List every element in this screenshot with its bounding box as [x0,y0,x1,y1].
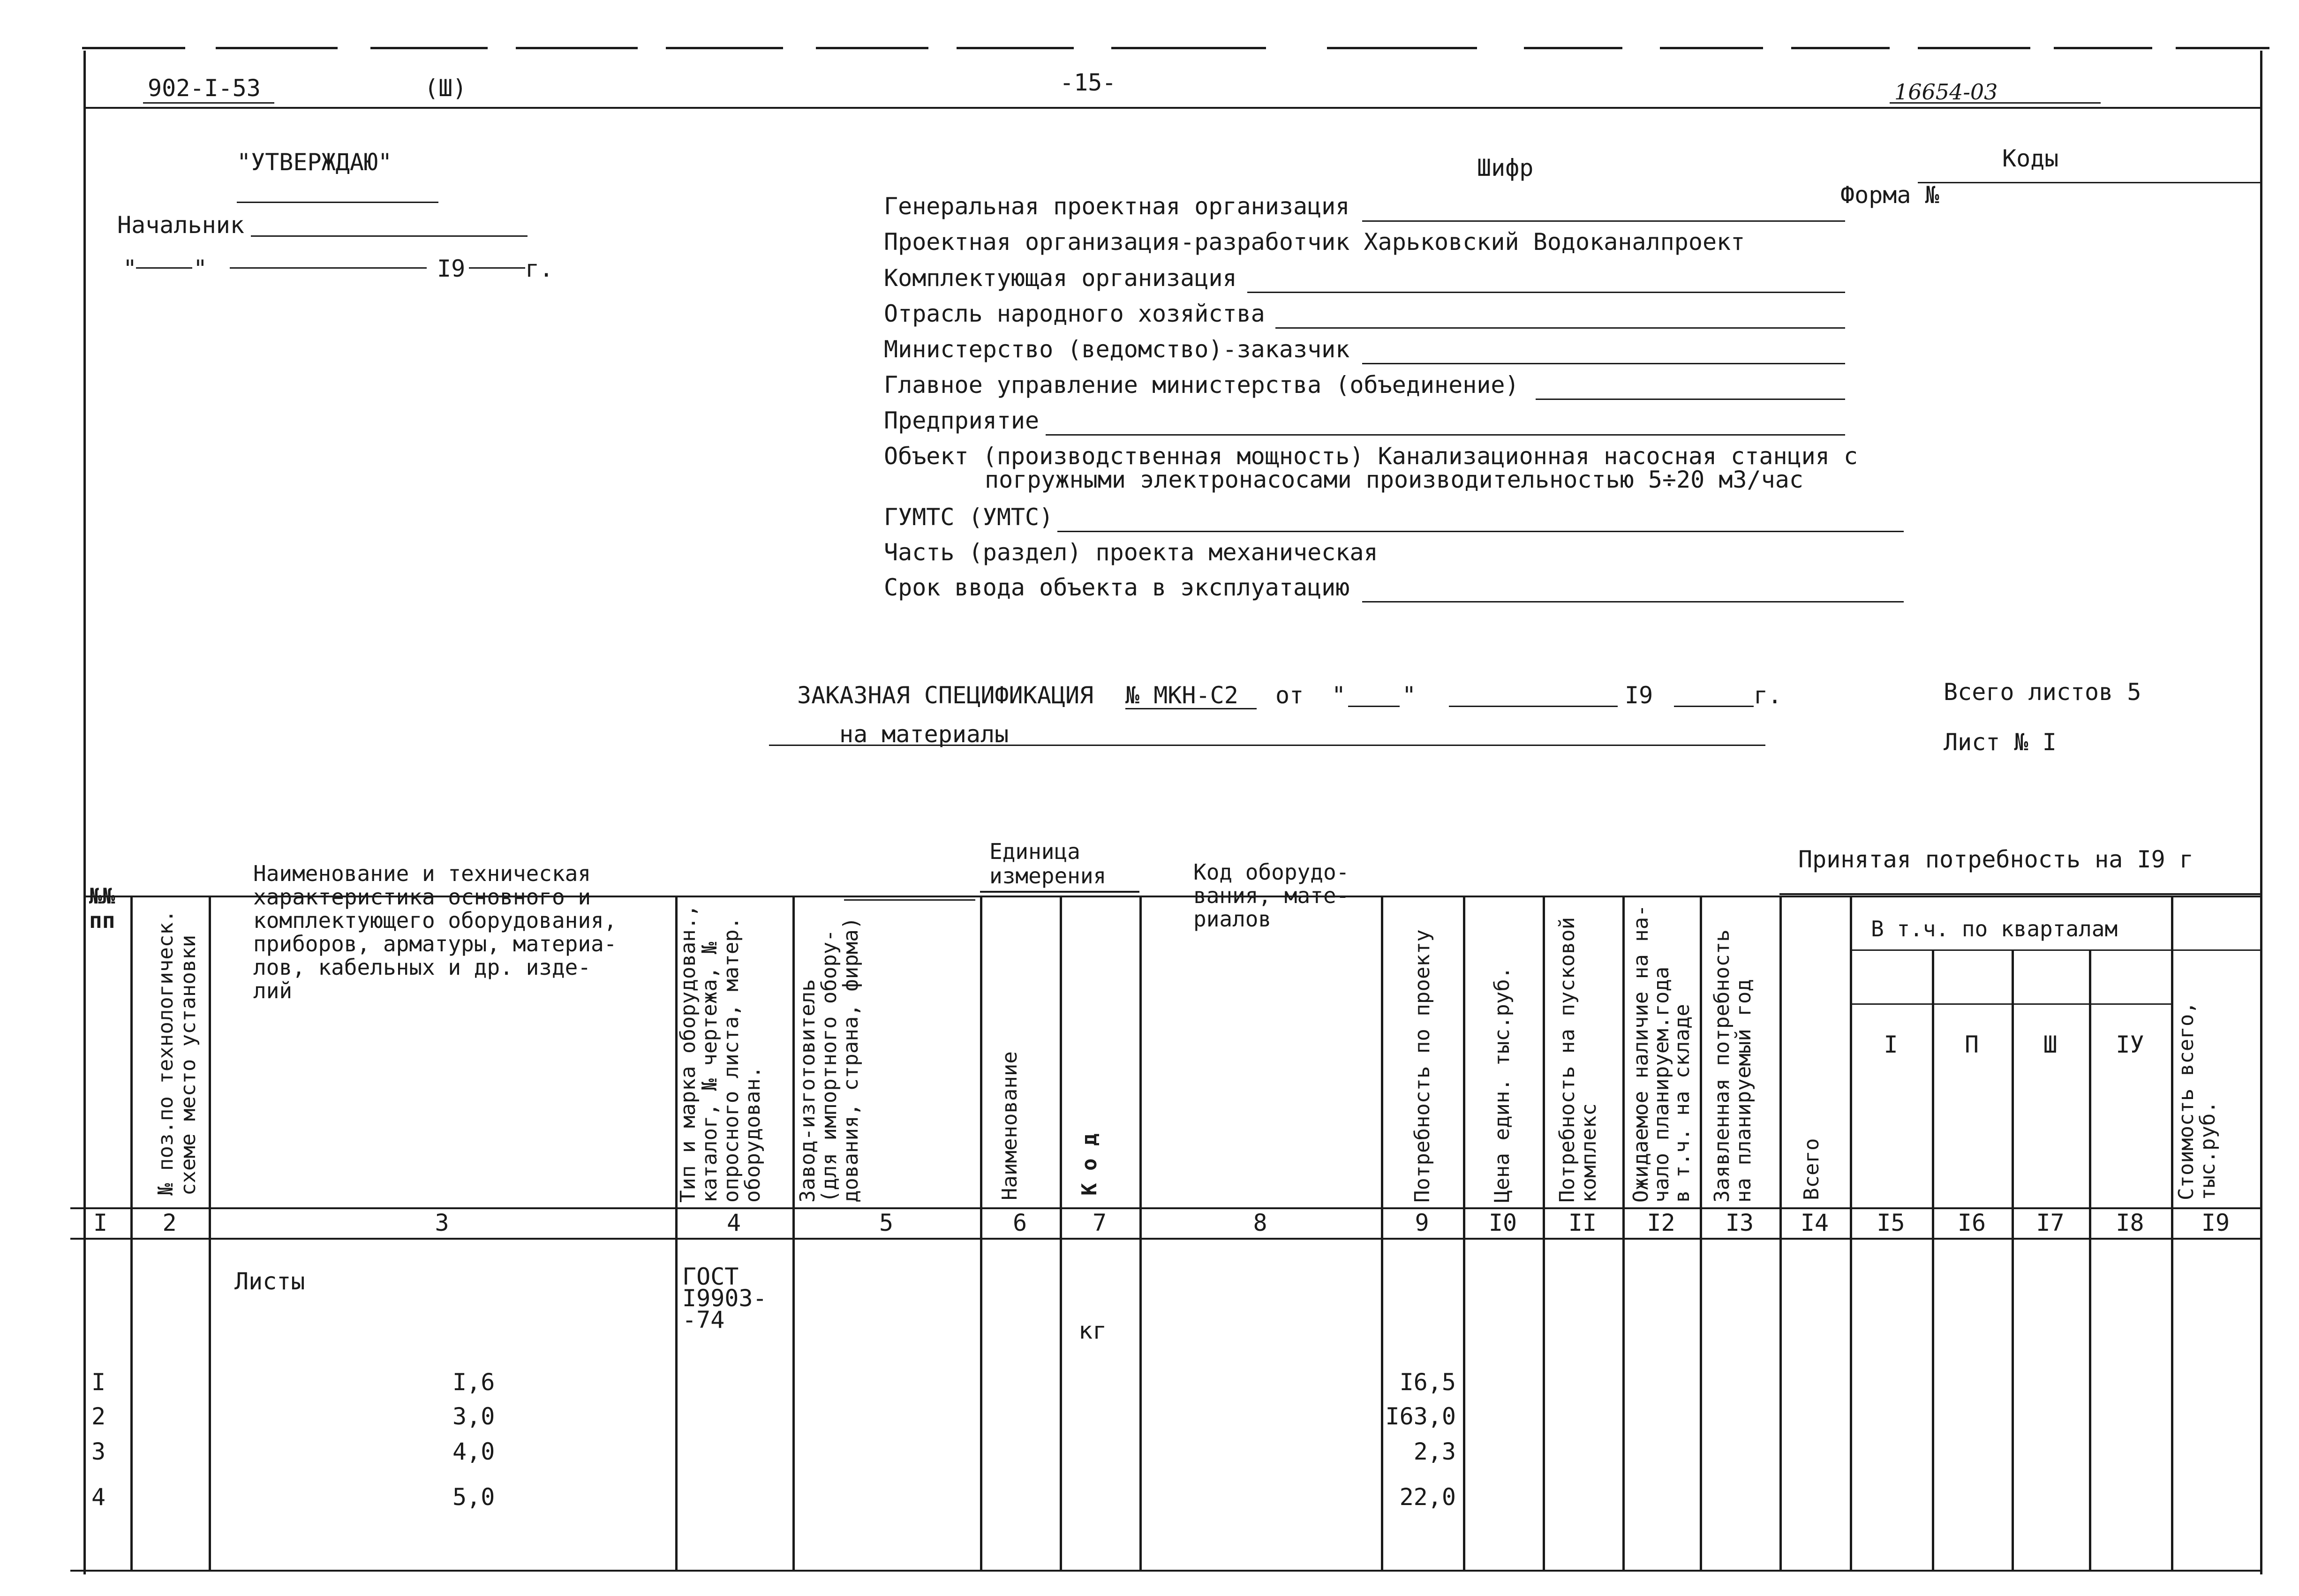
field-ministry: Министерство (ведомство)-заказчик [884,336,1350,363]
row-number: 2 [91,1403,106,1430]
codes-label: Коды [2002,145,2059,172]
date-day-line [136,267,192,269]
album-number: (Ш) [424,75,467,102]
spec-number: № МКН-С2 [1125,682,1238,709]
colnum-11: II [1568,1209,1597,1236]
industry-line [1275,327,1845,329]
spec-subject-line [769,745,1765,746]
supplier-line [1247,292,1845,293]
colnum-15: I5 [1877,1209,1905,1236]
spec-day-line [1348,706,1400,707]
field-general-org: Генеральная проектная организация [884,193,1350,220]
row-name: 4,0 [452,1438,495,1465]
spec-year-line [1674,706,1754,707]
header-unit: Единица измерения [989,839,1107,888]
colnum-8: 8 [1253,1209,1267,1236]
general-org-line [1362,220,1845,222]
sheet-number: Лист № I [1944,729,2057,756]
field-object-line1: Объект (производственная мощность) Канализационная насосная станция с [884,443,1858,470]
spec-number-underline [1125,708,1257,709]
header-col7-text: К о д [1078,1133,1101,1196]
header-col14-text: Всего [1800,1138,1824,1200]
row-need: I6,5 [1399,1369,1456,1396]
header-col4 [678,904,764,1203]
header-col5-text: Завод-изготовитель (для импортного обору- дования, страна, фирма) [796,917,863,1203]
date-quote-open: " [123,255,137,282]
colnum-5: 5 [879,1209,894,1236]
header-col11 [1557,917,1600,1203]
colnum-17: I7 [2036,1209,2065,1236]
colnum-12: I2 [1647,1209,1675,1236]
approval-line [237,202,438,203]
row-need: 22,0 [1399,1483,1456,1511]
header-q3: Ш [2043,1031,2058,1058]
colnum-6: 6 [1012,1209,1027,1236]
form-label: Форма № [1840,181,1939,209]
approval-title: "УТВЕРЖДАЮ" [237,149,392,176]
header-accepted: Принятая потребность на I9 г [1798,846,2193,873]
header-col9 [1411,929,1434,1203]
cipher-label: Шифр [1477,154,1534,181]
colnum-13: I3 [1725,1209,1754,1236]
header-col19 [2176,1001,2219,1200]
header-col6-text: Наименование [998,1051,1022,1200]
doc-number-underline [143,102,274,104]
spec-quote-open: " [1332,682,1346,709]
header-col7 [1078,1134,1101,1196]
row-name: 5,0 [452,1483,495,1511]
header-col3: Наименование и техническая характеристика основного и комплектующего оборудования, приборов, арматуры, материа- лов, кабельных и др. изде- лий [253,861,617,1003]
ministry-line [1362,363,1845,364]
colnum-4: 4 [726,1209,741,1236]
department-line [1536,399,1845,400]
colnum-2: 2 [162,1209,177,1236]
field-industry: Отрасль народного хозяйства [884,300,1265,327]
header-q4: IУ [2116,1031,2144,1058]
page-number: -15- [1060,69,1116,96]
header-quarters: В т.ч. по кварталам [1871,916,2118,941]
spec-subject: на материалы [839,721,1009,748]
codes-underline [1918,182,2260,183]
spec-from: от [1275,682,1304,709]
field-object-line2: погружными электронасосами производительностью 5÷20 м3/час [985,466,1803,493]
header-col14 [1801,1138,1823,1200]
row-name: 3,0 [452,1403,495,1430]
row-need: 2,3 [1413,1438,1456,1465]
row-number: I [91,1369,106,1396]
header-col2 [155,830,200,1196]
spec-year-suffix: г. [1754,682,1782,709]
commissioning-line [1362,601,1904,602]
header-q1: I [1884,1031,1898,1058]
inventory-number: 16654-03 [1894,79,1998,105]
spec-title: ЗАКАЗНАЯ СПЕЦИФИКАЦИЯ [797,682,1094,709]
row-number: 4 [91,1483,106,1511]
group-type: ГОСТ I9903- -74 [682,1263,767,1333]
colnum-18: I8 [2116,1209,2144,1236]
header-col19-text: Стоимость всего, тыс.руб. [2174,1001,2220,1200]
header-col13-text: Заявленная потребность на планируемый год [1710,929,1756,1203]
field-gumts: ГУМТС (УМТС) [884,504,1054,531]
doc-number: 902-I-53 [148,75,261,102]
header-col10 [1491,967,1514,1203]
gumts-line [1057,531,1904,532]
field-enterprise: Предприятие [884,407,1040,434]
colnum-10: I0 [1488,1209,1517,1236]
date-quote-close: " [193,255,208,282]
colnum-14: I4 [1800,1209,1829,1236]
spec-year: I9 [1625,682,1653,709]
inventory-underline [1890,102,2101,104]
approval-year: I9 [437,255,466,282]
colnum-1: I [93,1209,108,1236]
header-col9-text: Потребность по проекту [1410,929,1434,1203]
header-q2: П [1964,1031,1979,1058]
colnum-19: I9 [2201,1209,2230,1236]
group-name: Листы [234,1268,305,1295]
header-col4-text: Тип и марка оборудован., каталог, № чертежа, № опросного листа, матер. оборудован. [676,904,765,1203]
total-sheets: Всего листов 5 [1944,678,2141,706]
field-main-department: Главное управление министерства (объединение) [884,371,1519,399]
field-commissioning: Срок ввода объекта в эксплуатацию [884,574,1350,601]
colnum-16: I6 [1957,1209,1986,1236]
header-col10-text: Цена един. тыс.руб. [1490,966,1514,1203]
header-col11-text: Потребность на пусковой комплекс [1555,917,1601,1203]
field-design-org: Проектная организация-разработчик Харьковский Водоканалпроект [884,228,1745,256]
colnum-9: 9 [1415,1209,1429,1236]
header-col2-text: № поз.по технологическ. схеме место установки [154,910,200,1196]
approval-year-suffix: г. [525,255,554,282]
row-name: I,6 [452,1369,495,1396]
field-part: Часть (раздел) проекта механическая [884,539,1378,566]
colnum-7: 7 [1092,1209,1107,1236]
header-col6 [999,1051,1021,1200]
date-year-line [469,267,525,269]
spec-month-line [1449,706,1618,707]
spec-quote-close: " [1402,682,1417,709]
header-col5 [797,917,862,1203]
header-col12-text: Ожидаемое наличие на на- чало планируем.года в т.ч. на складе [1629,904,1694,1203]
header-col1: №№ пп [89,883,115,933]
enterprise-line [1046,434,1845,436]
header-col12 [1631,904,1693,1203]
header-col13 [1711,929,1755,1203]
row-need: I63,0 [1385,1403,1456,1430]
date-month-line [230,267,427,269]
header-col8: Код оборудо- вания, мате- риалов [1193,859,1349,932]
chief-label: Начальник [117,211,244,239]
group-unit-code: кг [1078,1317,1107,1344]
field-supplier: Комплектующая организация [884,264,1237,292]
chief-signature-line [251,235,528,237]
row-number: 3 [91,1438,106,1465]
colnum-3: 3 [435,1209,449,1236]
